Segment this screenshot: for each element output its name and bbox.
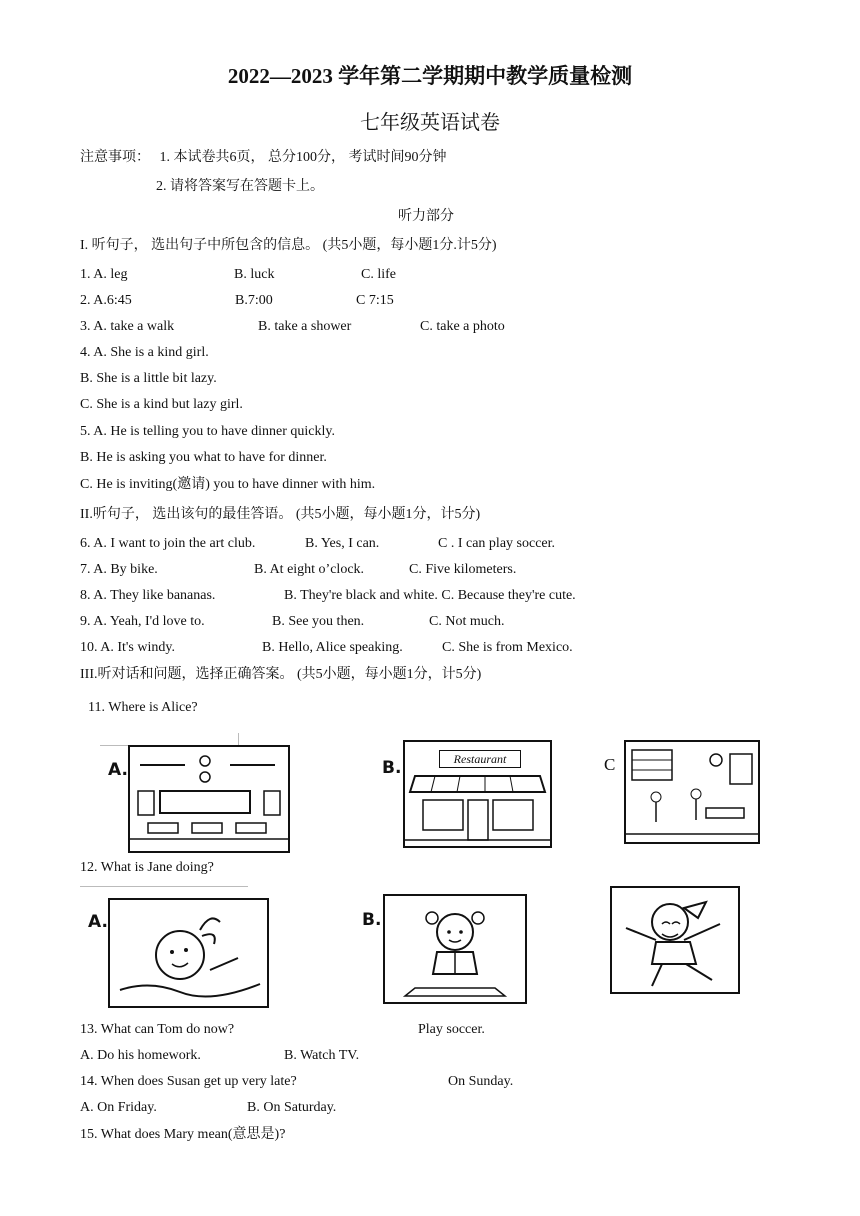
- q11-label-c: C: [604, 755, 616, 774]
- listening-heading: 听力部分: [398, 209, 454, 224]
- q5-option-b: B. He is asking you what to have for dinner.: [80, 450, 327, 465]
- q6-option-c: C . I can play soccer.: [438, 536, 556, 551]
- classroom-image: [128, 745, 290, 853]
- q11-label-b: B.: [382, 758, 402, 778]
- q11-question: 11. Where is Alice?: [88, 700, 198, 715]
- q9-option-c: C. Not much.: [429, 614, 505, 629]
- q3-option-a: 3. A. take a walk: [80, 319, 175, 334]
- library-image: [624, 740, 760, 844]
- q1-option-a: 1. A. leg: [80, 267, 128, 282]
- notice-item-2: 2. 请将答案写在答题卡上。: [156, 179, 324, 194]
- exam-subtitle: 七年级英语试卷: [360, 112, 500, 134]
- q6-option-b: B. Yes, I can.: [305, 536, 380, 551]
- q11-label-a: A.: [108, 760, 128, 780]
- notice-item-1: 1. 本试卷共6页， 总分100分， 考试时间90分钟: [159, 150, 447, 165]
- q6-option-a: 6. A. I want to join the art club.: [80, 536, 256, 551]
- q2-option-c: C 7:15: [356, 293, 394, 308]
- q4-option-b: B. She is a little bit lazy.: [80, 371, 217, 386]
- q9-option-b: B. See you then.: [272, 614, 365, 629]
- q14-option-c: On Sunday.: [448, 1074, 514, 1089]
- q14-question: 14. When does Susan get up very late?: [80, 1074, 297, 1089]
- restaurant-image: [403, 740, 552, 848]
- q1-option-b: B. luck: [234, 267, 275, 282]
- q1-option-c: C. life: [361, 267, 396, 282]
- q13-question: 13. What can Tom do now?: [80, 1022, 235, 1037]
- q2-option-a: 2. A.6:45: [80, 293, 132, 308]
- q12-label-a: A.: [88, 912, 108, 932]
- q12-question: 12. What is Jane doing?: [80, 860, 214, 875]
- dancing-girl-image: [610, 886, 740, 994]
- q7-option-c: C. Five kilometers.: [409, 562, 517, 577]
- q3-option-c: C. take a photo: [420, 319, 505, 334]
- q14-option-b: B. On Saturday.: [247, 1100, 337, 1115]
- notice-label: 注意事项：: [80, 150, 150, 165]
- q8-option-a: 8. A. They like bananas.: [80, 588, 216, 603]
- q13-option-a: A. Do his homework.: [80, 1048, 201, 1063]
- notice-line-1: [80, 148, 447, 168]
- q5-option-a: 5. A. He is telling you to have dinner quickly.: [80, 424, 335, 439]
- q5-option-c: C. He is inviting(邀请) you to have dinner with him.: [80, 477, 376, 492]
- q13-option-b: B. Watch TV.: [284, 1048, 360, 1063]
- q4-option-a: 4. A. She is a kind girl.: [80, 345, 209, 360]
- q15-question: 15. What does Mary mean(意思是)?: [80, 1127, 286, 1142]
- q7-option-b: B. At eight o’clock.: [254, 562, 365, 577]
- exam-title: 2022—2023 学年第二学期期中教学质量检测: [227, 64, 633, 88]
- q7-option-a: 7. A. By bike.: [80, 562, 158, 577]
- q10-option-b: B. Hello, Alice speaking.: [262, 640, 403, 655]
- q10-option-a: 10. A. It's windy.: [80, 640, 175, 655]
- q4-option-c: C. She is a kind but lazy girl.: [80, 397, 243, 412]
- q8-option-b: B. They're black and white. C. Because they're cute.: [284, 588, 576, 603]
- q14-option-a: A. On Friday.: [80, 1100, 157, 1115]
- section3-heading: III.听对话和问题，选择正确答案。 (共5小题，每小题1分，计5分): [80, 667, 482, 682]
- section1-heading: I. 听句子， 选出句子中所包含的信息。 (共5小题，每小题1分.计5分): [80, 238, 497, 253]
- section2-heading: II.听句子， 选出该句的最佳答语。 (共5小题，每小题1分，计5分): [80, 507, 481, 522]
- q12-label-b: B.: [362, 910, 382, 930]
- swimming-girl-image: [108, 898, 269, 1008]
- reading-girl-image: [383, 894, 527, 1004]
- q13-option-c: Play soccer.: [418, 1022, 485, 1037]
- q10-option-c: C. She is from Mexico.: [442, 640, 573, 655]
- q3-option-b: B. take a shower: [258, 319, 352, 334]
- q2-option-b: B.7:00: [235, 293, 273, 308]
- restaurant-sign: Restaurant: [439, 750, 521, 768]
- q9-option-a: 9. A. Yeah, I'd love to.: [80, 614, 205, 629]
